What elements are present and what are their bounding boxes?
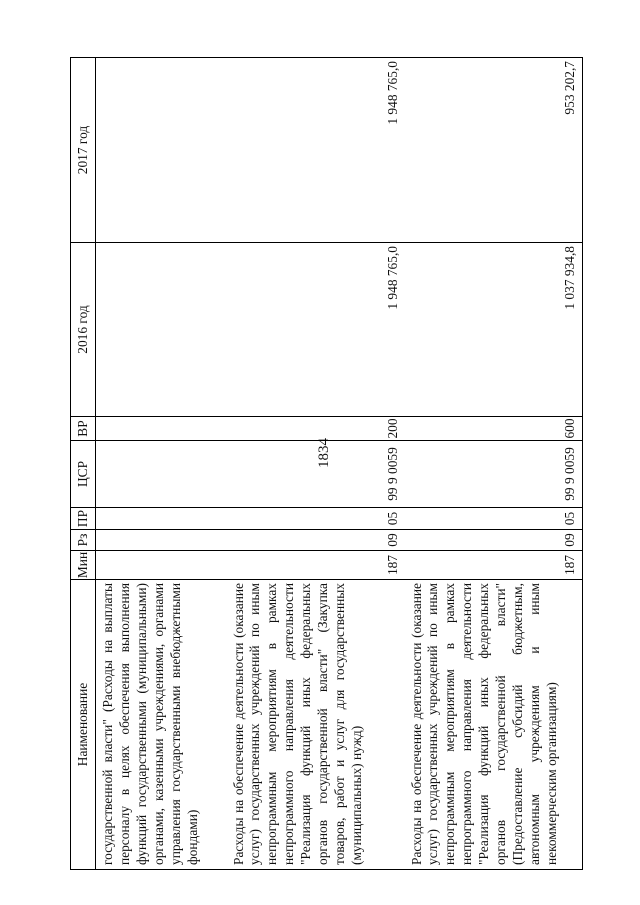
row-csr: 99 9 0059 <box>405 441 583 508</box>
table-row <box>96 58 227 870</box>
row-2017: 1 948 765,0 <box>227 58 405 243</box>
row-rz: 09 <box>405 530 583 551</box>
row-2016: 1 037 934,8 <box>405 243 583 417</box>
table-row <box>405 58 583 870</box>
row-csr: 99 9 0059 <box>227 441 405 508</box>
row-2016 <box>96 243 227 417</box>
table-row <box>227 58 405 870</box>
row-pr: 05 <box>405 508 583 530</box>
header-min: Мин <box>71 551 96 580</box>
row-min: 187 <box>405 551 583 580</box>
row-min <box>96 551 227 580</box>
row-vr: 600 <box>405 417 583 441</box>
rotated-table-container <box>70 58 600 870</box>
page-number: 1834 <box>316 438 332 468</box>
row-vr <box>96 417 227 441</box>
header-2016: 2016 год <box>71 243 96 417</box>
budget-table <box>70 57 583 870</box>
row-rz <box>96 530 227 551</box>
budget-table-area <box>70 58 600 870</box>
header-name: Наименование <box>71 580 96 870</box>
row-2016: 1 948 765,0 <box>227 243 405 417</box>
header-csr: ЦСР <box>71 441 96 508</box>
row-rz: 09 <box>227 530 405 551</box>
table-header-row <box>71 58 96 870</box>
header-rz: Рз <box>71 530 96 551</box>
row-csr <box>96 441 227 508</box>
row-vr: 200 <box>227 417 405 441</box>
row-2017 <box>96 58 227 243</box>
row-name: государственной власти" (Расходы на выплаты персоналу в целях обеспечения выполнения функций государственными (муниципальными) органами, казенными учреждениями, органами управления государственными внебюджетными фондами) <box>96 580 227 870</box>
row-2017: 953 202,7 <box>405 58 583 243</box>
row-name: Расходы на обеспечение деятельности (оказание услуг) государственных учреждений по иным непрограммным мероприятиям в рамках непрограммного направления деятельности "Реализация функций иных федеральных органов государственной власти" (Закупка товаров, работ и услуг для государственных (муниципальных) нужд) <box>227 580 405 870</box>
row-min: 187 <box>227 551 405 580</box>
header-pr: ПР <box>71 508 96 530</box>
row-pr <box>96 508 227 530</box>
header-vr: ВР <box>71 417 96 441</box>
row-name: Расходы на обеспечение деятельности (оказание услуг) государственных учреждений по иным непрограммным мероприятиям в рамках непрограммного направления деятельности "Реализация функций иных федеральных органов государственной власти" (Предоставление субсидий бюджетным, автономным учреждениям и иным некоммерческим организациям) <box>405 580 583 870</box>
row-pr: 05 <box>227 508 405 530</box>
header-2017: 2017 год <box>71 58 96 243</box>
